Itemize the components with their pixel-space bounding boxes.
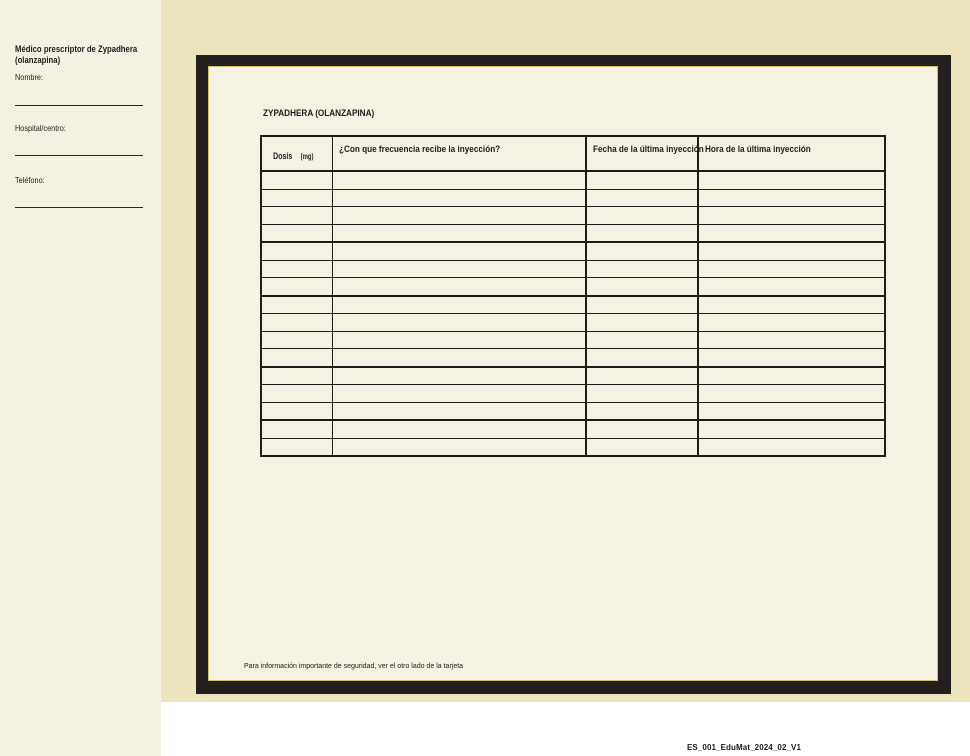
card-title: ZYPADHERA (OLANZAPINA) xyxy=(263,108,375,119)
last-time-cell[interactable] xyxy=(698,207,885,225)
last-time-cell[interactable] xyxy=(698,224,885,242)
last-time-cell[interactable] xyxy=(698,189,885,207)
phone-field[interactable] xyxy=(15,207,143,208)
dose-cell[interactable] xyxy=(261,385,332,403)
last-date-cell[interactable] xyxy=(586,420,698,438)
document-code: ES_001_EduMat_2024_02_V1 xyxy=(687,743,802,752)
last-time-cell[interactable] xyxy=(698,367,885,385)
dose-cell[interactable] xyxy=(261,207,332,225)
frequency-cell[interactable] xyxy=(332,260,586,278)
header-frequency xyxy=(332,136,586,171)
name-label: Nombre: xyxy=(15,72,44,82)
table-header-row xyxy=(261,136,885,171)
last-time-cell[interactable] xyxy=(698,242,885,260)
last-time-cell[interactable] xyxy=(698,438,885,456)
table-row xyxy=(261,385,885,403)
last-time-cell[interactable] xyxy=(698,402,885,420)
dose-cell[interactable] xyxy=(261,171,332,189)
last-time-cell[interactable] xyxy=(698,314,885,332)
last-time-cell[interactable] xyxy=(698,331,885,349)
name-field[interactable] xyxy=(15,105,143,106)
frequency-cell[interactable] xyxy=(332,331,586,349)
hospital-field[interactable] xyxy=(15,155,143,156)
dose-cell[interactable] xyxy=(261,278,332,296)
header-frequency-label: ¿Con que frecuencia recibe la inyección? xyxy=(338,144,500,155)
last-time-cell[interactable] xyxy=(698,385,885,403)
dose-cell[interactable] xyxy=(261,314,332,332)
last-date-cell[interactable] xyxy=(586,349,698,367)
table-row xyxy=(261,242,885,260)
table-row xyxy=(261,402,885,420)
table-row xyxy=(261,367,885,385)
last-date-cell[interactable] xyxy=(586,189,698,207)
table-row xyxy=(261,331,885,349)
prescriber-title-line2: (olanzapina) xyxy=(15,55,61,65)
dose-cell[interactable] xyxy=(261,260,332,278)
frequency-cell[interactable] xyxy=(332,438,586,456)
last-date-cell[interactable] xyxy=(586,260,698,278)
frequency-cell[interactable] xyxy=(332,171,586,189)
safety-footer-note: Para información importante de seguridad, ver el otro lado de la tarjeta xyxy=(244,663,464,670)
header-last-date-label: Fecha de la última inyección xyxy=(593,144,704,155)
frequency-cell[interactable] xyxy=(332,296,586,314)
dose-cell[interactable] xyxy=(261,420,332,438)
table-row xyxy=(261,171,885,189)
dose-cell[interactable] xyxy=(261,242,332,260)
table-row xyxy=(261,278,885,296)
header-dose-label: Dosis xyxy=(273,151,293,162)
frequency-cell[interactable] xyxy=(332,420,586,438)
table-row xyxy=(261,438,885,456)
last-time-cell[interactable] xyxy=(698,420,885,438)
dose-cell[interactable] xyxy=(261,367,332,385)
last-time-cell[interactable] xyxy=(698,349,885,367)
hospital-label: Hospital/centro: xyxy=(15,123,66,133)
dose-cell[interactable] xyxy=(261,224,332,242)
last-date-cell[interactable] xyxy=(586,314,698,332)
last-date-cell[interactable] xyxy=(586,367,698,385)
table-row xyxy=(261,296,885,314)
dose-cell[interactable] xyxy=(261,402,332,420)
frequency-cell[interactable] xyxy=(332,349,586,367)
last-date-cell[interactable] xyxy=(586,171,698,189)
last-date-cell[interactable] xyxy=(586,402,698,420)
last-date-cell[interactable] xyxy=(586,296,698,314)
dose-cell[interactable] xyxy=(261,331,332,349)
dose-cell[interactable] xyxy=(261,189,332,207)
prescriber-panel xyxy=(0,0,161,756)
last-time-cell[interactable] xyxy=(698,278,885,296)
table-row xyxy=(261,349,885,367)
header-dose-unit: (mg) xyxy=(300,152,314,161)
table-row xyxy=(261,189,885,207)
dose-cell[interactable] xyxy=(261,296,332,314)
last-date-cell[interactable] xyxy=(586,207,698,225)
last-date-cell[interactable] xyxy=(586,242,698,260)
last-time-cell[interactable] xyxy=(698,171,885,189)
header-dose xyxy=(261,136,332,171)
last-time-cell[interactable] xyxy=(698,296,885,314)
dose-cell[interactable] xyxy=(261,349,332,367)
last-date-cell[interactable] xyxy=(586,438,698,456)
dose-cell[interactable] xyxy=(261,438,332,456)
frequency-cell[interactable] xyxy=(332,278,586,296)
table-row xyxy=(261,224,885,242)
last-date-cell[interactable] xyxy=(586,224,698,242)
table-row xyxy=(261,420,885,438)
table-body xyxy=(261,171,885,456)
frequency-cell[interactable] xyxy=(332,207,586,225)
frequency-cell[interactable] xyxy=(332,242,586,260)
table-row xyxy=(261,314,885,332)
frequency-cell[interactable] xyxy=(332,402,586,420)
table-row xyxy=(261,207,885,225)
phone-label: Teléfono: xyxy=(15,175,45,185)
last-date-cell[interactable] xyxy=(586,331,698,349)
last-time-cell[interactable] xyxy=(698,260,885,278)
header-last-date xyxy=(586,136,704,171)
header-last-time xyxy=(698,136,885,171)
last-date-cell[interactable] xyxy=(586,278,698,296)
frequency-cell[interactable] xyxy=(332,314,586,332)
injection-log-table xyxy=(260,135,886,457)
frequency-cell[interactable] xyxy=(332,385,586,403)
frequency-cell[interactable] xyxy=(332,189,586,207)
frequency-cell[interactable] xyxy=(332,367,586,385)
prescriber-title xyxy=(15,44,138,66)
header-last-time-label: Hora de la última inyección xyxy=(705,144,811,155)
table-row xyxy=(261,260,885,278)
prescriber-title-line1: Médico prescriptor de Zypadhera xyxy=(15,44,138,54)
last-date-cell[interactable] xyxy=(586,385,698,403)
frequency-cell[interactable] xyxy=(332,224,586,242)
